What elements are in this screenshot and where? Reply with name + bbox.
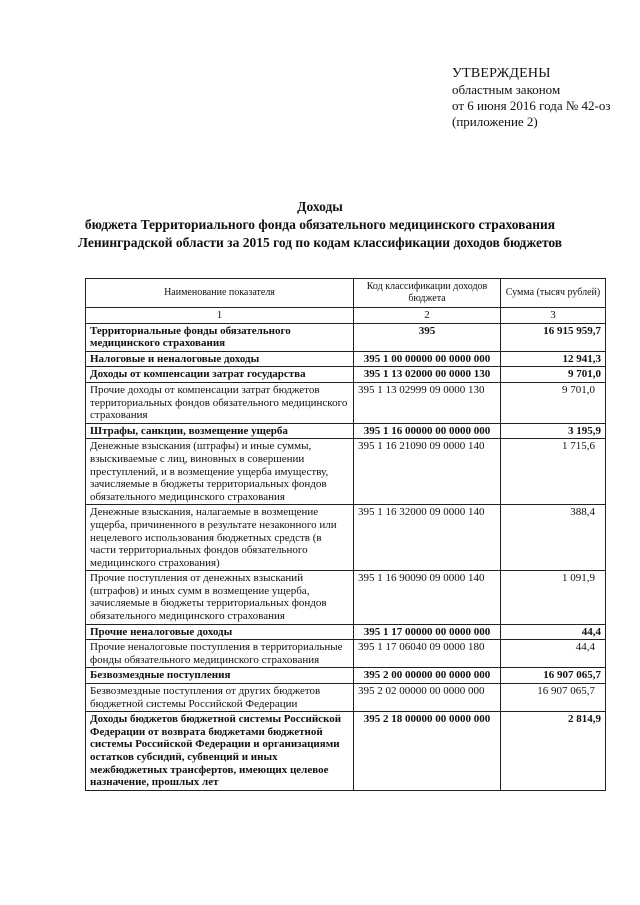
approval-line: от 6 июня 2016 года № 42-оз — [452, 98, 611, 113]
approval-line: (приложение 2) — [452, 114, 538, 129]
column-number: 1 — [86, 308, 354, 324]
title-line: Доходы — [297, 199, 343, 214]
column-number: 3 — [501, 308, 606, 324]
row-code: 395 1 13 02999 09 0000 130 — [354, 382, 501, 423]
table-row — [86, 712, 606, 791]
row-sum: 3 195,9 — [501, 423, 606, 439]
row-name: Прочие поступления от денежных взысканий (штрафов) и иных сумм в возмещение ущерба, зачисляемые в бюджеты территориальных фондов обязательного медицинского страхования — [86, 571, 354, 624]
column-number: 2 — [354, 308, 501, 324]
table-row — [86, 323, 606, 351]
row-sum: 16 907 065,7 — [501, 684, 606, 712]
approval-line: областным законом — [452, 82, 561, 97]
row-code: 395 1 16 21090 09 0000 140 — [354, 439, 501, 505]
table-row — [86, 505, 606, 571]
row-sum: 16 907 065,7 — [501, 668, 606, 684]
row-name: Прочие доходы от компенсации затрат бюджетов территориальных фондов обязательного медицинского страхования — [86, 382, 354, 423]
row-code: 395 2 02 00000 00 0000 000 — [354, 684, 501, 712]
row-code: 395 2 00 00000 00 0000 000 — [354, 668, 501, 684]
row-code: 395 1 16 32000 09 0000 140 — [354, 505, 501, 571]
row-name: Денежные взыскания, налагаемые в возмещение ущерба, причиненного в результате незаконного или нецелевого использования бюджетных средств (в части территориальных фондов обязательного медицинского страхования) — [86, 505, 354, 571]
table-row — [86, 439, 606, 505]
row-name: Прочие неналоговые доходы — [86, 624, 354, 640]
row-sum: 1 715,6 — [501, 439, 606, 505]
row-name: Безвозмездные поступления от других бюджетов бюджетной системы Российской Федерации — [86, 684, 354, 712]
table-row — [86, 668, 606, 684]
row-name: Территориальные фонды обязательного медицинского страхования — [86, 323, 354, 351]
row-sum: 2 814,9 — [501, 712, 606, 791]
row-code: 395 1 17 06040 09 0000 180 — [354, 640, 501, 668]
row-name: Доходы от компенсации затрат государства — [86, 367, 354, 383]
row-code: 395 1 00 00000 00 0000 000 — [354, 351, 501, 367]
table-row — [86, 423, 606, 439]
column-header-sum: Сумма (тысяч рублей) — [501, 279, 606, 308]
document-title — [60, 198, 580, 252]
row-name: Денежные взыскания (штрафы) и иные суммы, взыскиваемые с лиц, виновных в совершении преступлений, и в возмещение ущерба имуществу, зачисляемые в бюджеты территориальных фондов обязательного медицинского страхования — [86, 439, 354, 505]
row-sum: 388,4 — [501, 505, 606, 571]
row-code: 395 2 18 00000 00 0000 000 — [354, 712, 501, 791]
column-header-code: Код классификации доходов бюджета — [354, 279, 501, 308]
table-header-row — [86, 279, 606, 308]
row-code: 395 1 17 00000 00 0000 000 — [354, 624, 501, 640]
table-row — [86, 624, 606, 640]
row-sum: 1 091,9 — [501, 571, 606, 624]
row-sum: 44,4 — [501, 624, 606, 640]
approval-stamp — [452, 66, 640, 130]
row-name: Доходы бюджетов бюджетной системы Российской Федерации от возврата бюджетами бюджетной системы Российской Федерации и организациями остатков субсидий, субвенций и иных межбюджетных трансфертов, имеющих целевое назначение, прошлых лет — [86, 712, 354, 791]
row-code: 395 1 16 00000 00 0000 000 — [354, 423, 501, 439]
row-name: Налоговые и неналоговые доходы — [86, 351, 354, 367]
table-row — [86, 351, 606, 367]
title-line: бюджета Территориального фонда обязательного медицинского страхования — [84, 217, 556, 232]
title-line: Ленинградской области за 2015 год по кодам классификации доходов бюджетов — [77, 235, 563, 250]
table-row — [86, 640, 606, 668]
table-row — [86, 382, 606, 423]
approval-heading: УТВЕРЖДЕНЫ — [452, 66, 551, 81]
row-name: Штрафы, санкции, возмещение ущерба — [86, 423, 354, 439]
row-sum: 9 701,0 — [501, 367, 606, 383]
row-sum: 9 701,0 — [501, 382, 606, 423]
column-number-row — [86, 308, 606, 324]
table-row — [86, 367, 606, 383]
row-sum: 12 941,3 — [501, 351, 606, 367]
row-sum: 16 915 959,7 — [501, 323, 606, 351]
income-table — [85, 278, 606, 791]
column-header-name: Наименование показателя — [86, 279, 354, 308]
table-row — [86, 571, 606, 624]
table-row — [86, 684, 606, 712]
row-sum: 44,4 — [501, 640, 606, 668]
row-code: 395 1 13 02000 00 0000 130 — [354, 367, 501, 383]
row-code: 395 1 16 90090 09 0000 140 — [354, 571, 501, 624]
row-name: Прочие неналоговые поступления в территориальные фонды обязательного медицинского страхования — [86, 640, 354, 668]
row-name: Безвозмездные поступления — [86, 668, 354, 684]
row-code: 395 — [354, 323, 501, 351]
